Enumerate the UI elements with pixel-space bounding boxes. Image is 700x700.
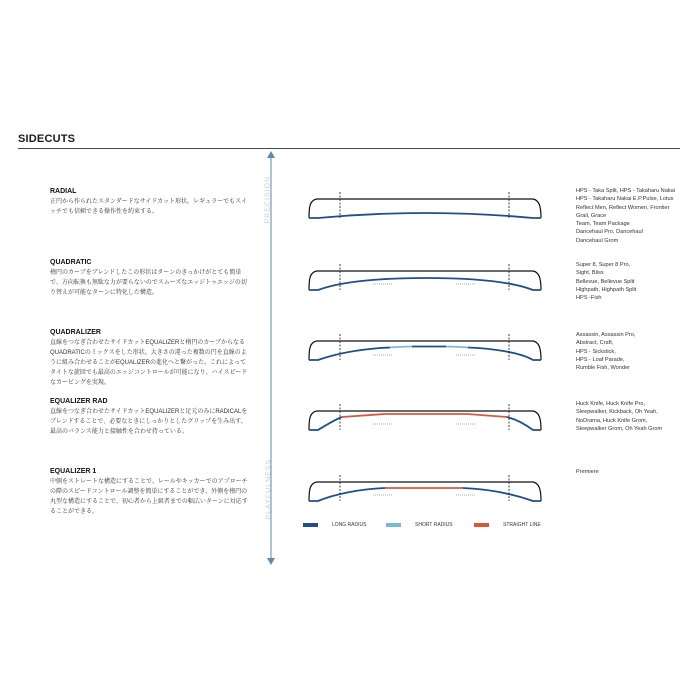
sidecut-straight-line	[342, 414, 507, 417]
model-line: Sleepwalker Grom, Oh Yeah Grom	[576, 425, 663, 432]
legend-label: SHORT RADIUS	[415, 522, 453, 528]
sidecut-short-radius	[390, 347, 412, 348]
sidecut-desc-equalizer-1: 中側をストレートな構造にすることで、レールやキッカーでのアプローチの際のスピードコントロール調整を簡単にすることができ、外側を楕円の丸型な構造にすることで、初心者から上級者までの幅広いターンに対応することができる。	[50, 479, 248, 515]
model-line: Premiere	[576, 469, 599, 475]
legend-label: STRAIGHT LINE	[503, 522, 541, 528]
model-line: NoDrama, Huck Knife Grom,	[576, 417, 648, 424]
sidecut-desc-quadratic: 楕円のカーブをブレンドしたこの形状はターンのきっかけがとても簡単で、方向転換も無駄な力が要らないのでスムーズなエッジトゥエッジの切り替えが可能なターンに特化した構造。	[50, 270, 247, 296]
sidecut-desc-quadralizer: 直線をつなぎ合わせたサイドカットEQUALIZERと楕円のカーブからなるQUADRATICのミックスをした形状。大きさの違った複数の円を直線のように組み合わせることがEQUALIZERの進化へと繋がった。これによってタイトな旋回でも最高のエッジコントロールが可能になり、ハイスピードなカービングを実現。	[50, 340, 248, 386]
sidecut-long-radius	[309, 348, 390, 361]
model-line: Highpath, Highpath Split	[576, 286, 637, 293]
board-outline	[309, 271, 541, 290]
model-line: Dancehaul Pro, Dancehaul	[576, 229, 643, 236]
model-line: Dancehaul Grom	[576, 237, 619, 244]
board-outline	[309, 482, 541, 501]
model-line: HPS - Sickstick,	[576, 348, 616, 355]
model-line: Huck Knife, Huck Knife Pro,	[576, 401, 646, 407]
axis-label-playfulness: PLAYFULNESS	[265, 458, 273, 520]
model-line: Reflect Men, Reflect Women, Frontier	[576, 204, 670, 211]
model-line: Sleepwalker, Kickback, Oh Yeah,	[576, 409, 658, 416]
model-line: HPS -Fish	[576, 295, 602, 302]
sidecut-name-equalizer-1: EQUALIZER 1	[50, 468, 97, 475]
page-title: SIDECUTS	[18, 133, 76, 145]
sidecut-short-radius	[446, 347, 468, 348]
board-equalizer-rad	[309, 404, 541, 430]
sidecut-long-radius	[309, 213, 541, 218]
model-line: Abstract, Craft,	[576, 340, 614, 347]
sidecut-long-radius	[309, 488, 385, 501]
board-outline	[309, 341, 541, 360]
board-equalizer-1	[309, 475, 541, 501]
model-line: Team, Team Package	[576, 221, 630, 228]
model-line: Assassin, Assassin Pro,	[576, 332, 636, 338]
model-line: Bellevue, Bellevue Split	[576, 278, 635, 285]
axis-arrow-down-icon	[267, 558, 275, 565]
board-radial	[309, 192, 541, 218]
sidecut-name-radial: RADIAL	[50, 188, 77, 195]
sidecut-desc-radial: 正円から作られたスタンダードなサイドカット形状。レギュラーでもスイッチでも信頼できる操作性を約束する。	[50, 199, 247, 215]
sidecut-name-quadralizer: QUADRALIZER	[50, 329, 101, 336]
sidecut-name-equalizer-rad: EQUALIZER RAD	[50, 398, 108, 405]
model-line: Grail, Grace	[576, 212, 607, 219]
model-line: HPS - Taka Split, HPS - Takaharu Nakai	[576, 188, 675, 194]
model-line: Rumble Fish, Wonder	[576, 365, 630, 372]
model-line: HPS - Loaf Parade,	[576, 356, 625, 363]
axis-arrow-up-icon	[267, 151, 275, 158]
board-quadralizer	[309, 334, 541, 360]
sidecut-desc-equalizer-rad: 直線をつなぎ合わせたサイドカットEQUALIZERと足元のみにRADICALをブレンドすることで、必要なときにしっかりとしたグリップを生み出す。最高のバランス能力と接触性を合わせ持っている。	[50, 409, 248, 435]
sidecut-long-radius	[463, 488, 541, 501]
sidecut-long-radius	[468, 348, 541, 361]
legend-label: LONG RADIUS	[332, 522, 367, 528]
sidecut-long-radius	[507, 417, 541, 430]
model-line: HPS - Takaharu Nakai E.P.Pulse, Lotus	[576, 196, 674, 203]
sidecut-long-radius	[309, 417, 342, 430]
model-line: Sight, Bliss	[576, 270, 604, 277]
sidecut-long-radius	[309, 278, 541, 290]
model-line: Super 8, Super 8 Pro,	[576, 262, 631, 268]
sidecut-name-quadratic: QUADRATIC	[50, 259, 92, 266]
axis-label-precision: PRECISION	[264, 175, 272, 224]
board-quadratic	[309, 264, 541, 290]
